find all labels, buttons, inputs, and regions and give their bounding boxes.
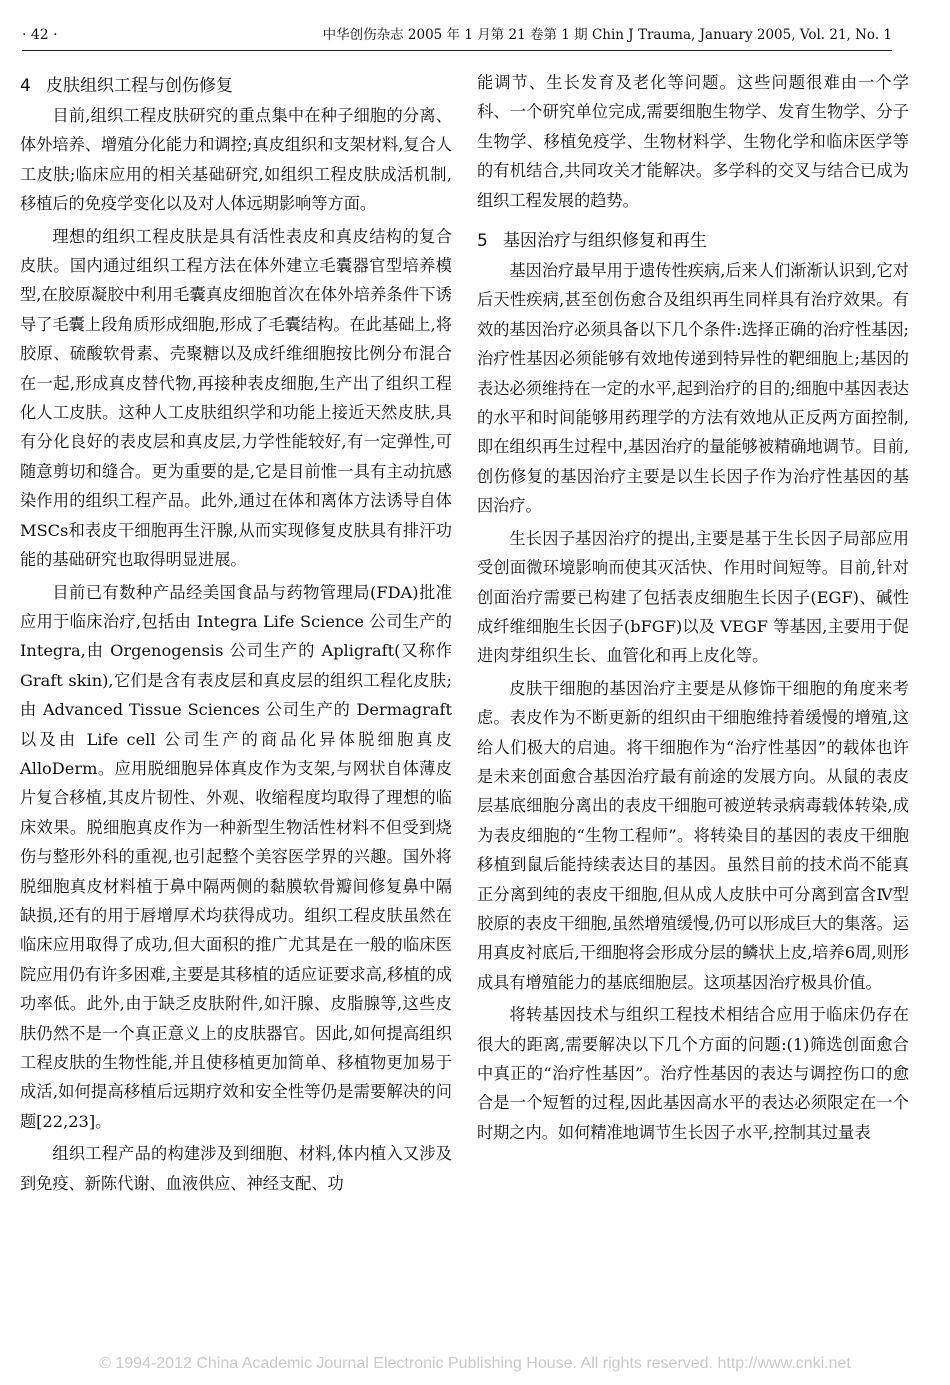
section-number: 4	[20, 76, 31, 96]
paragraph: 将转基因技术与组织工程技术相结合应用于临床仍存在很大的距离,需要解决以下几个方面的问题:(1)筛选创面愈合中真正的“治疗性基因”。治疗性基因的表达与调控伤口的愈合是一个短暂的过程,因此基因高水平的表达必须限定在一个时期之内。如何精准地调节生长因子水平,控制其过量表	[477, 1005, 909, 1142]
paragraph: 理想的组织工程皮肤是具有活性表皮和真皮结构的复合皮肤。国内通过组织工程方法在体外建立毛囊器官型培养模型,在胶原凝胶中利用毛囊真皮细胞首次在体外培养条件下诱导了毛囊上段角质形成细胞,形成了毛囊结构。在此基础上,将胶原、硫酸软骨素、壳聚糖以及成纤维细胞按比例分布混合在一起,形成真皮替代物,再接种表皮细胞,生产出了组织工程化人工皮肤。这种人工皮肤组织学和功能上接近天然皮肤,具有分化良好的表皮层和真皮层,力学性能较好,有一定弹性,可随意剪切和缝合。更为重要的是,它是目前惟一具有主动抗感染作用的组织工程产品。此外,通过在体和离体方法诱导自体MSCs和表皮干细胞再生汗腺,从而实现修复皮肤具有排汗功能的基础研究也取得明显进展。	[20, 226, 452, 570]
paragraph: 基因治疗最早用于遗传性疾病,后来人们渐渐认识到,它对后天性疾病,甚至创伤愈合及组织再生同样具有治疗效果。有效的基因治疗必须具备以下几个条件:选择正确的治疗性基因;治疗性基因必须能够有效地传递到特异性的靶细胞上;基因的表达必须维持在一定的水平,起到治疗的目的;细胞中基因表达的水平和时间能够用药理学的方法有效地从正反两方面控制,即在组织再生过程中,基因治疗的量能够被精确地调节。目前,创伤修复的基因治疗主要是以生长因子作为治疗性基因的基因治疗。	[477, 261, 909, 516]
section-heading-5	[477, 227, 909, 255]
journal-info: 中华创伤杂志 2005 年 1 月第 21 卷第 1 期 Chin J Trauma, January 2005, Vol. 21, No. 1	[322, 27, 892, 43]
section-heading-4	[20, 72, 452, 100]
copyright-footer: © 1994-2012 China Academic Journal Electronic Publishing House. All rights reserved. http://www.cnki.net	[99, 1355, 851, 1372]
paragraph-continued: 能调节、生长发育及老化等问题。这些问题很难由一个学科、一个研究单位完成,需要细胞生物学、发育生物学、分子生物学、移植免疫学、生物材料学、生物化学和临床医学等的有机结合,共同攻关才能解决。多学科的交叉与结合已成为组织工程发展的趋势。	[477, 73, 909, 210]
paragraph: 生长因子基因治疗的提出,主要是基于生长因子局部应用受创面微环境影响而使其灭活快、作用时间短等。目前,针对创面治疗需要已构建了包括表皮细胞生长因子(EGF)、碱性成纤维细胞生长因子(bFGF)以及 VEGF 等基因,主要用于促进肉芽组织生长、血管化和再上皮化等。	[477, 528, 909, 666]
paragraph: 组织工程产品的构建涉及到细胞、材料,体内植入又涉及到免疫、新陈代谢、血液供应、神经支配、功	[20, 1144, 452, 1193]
section-title: 皮肤组织工程与创伤修复	[46, 76, 233, 96]
page-number: · 42 ·	[22, 27, 58, 43]
left-column	[20, 68, 452, 1201]
paragraph: 目前,组织工程皮肤研究的重点集中在种子细胞的分离、体外培养、增殖分化能力和调控;真皮组织和支架材料,复合人工皮肤;临床应用的相关基础研究,如组织工程皮肤成活机制,移植后的免疫学变化以及对人体远期影响等方面。	[20, 106, 452, 214]
section-title: 基因治疗与组织修复和再生	[503, 231, 707, 252]
paragraph: 皮肤干细胞的基因治疗主要是从修饰干细胞的角度来考虑。表皮作为不断更新的组织由干细胞维持着缓慢的增殖,这给人们极大的启迪。将干细胞作为“治疗性基因”的载体也许是未来创面愈合基因治疗最有前途的发展方向。从鼠的表皮层基底细胞分离出的表皮干细胞可被逆转录病毒载体转染,成为表皮细胞的“生物工程师”。将转染目的基因的表皮干细胞移植到鼠后能持续表达目的基因。虽然目前的技术尚不能真正分离到纯的表皮干细胞,但从成人皮肤中可分离到富含Ⅳ型胶原的表皮干细胞,虽然增殖缓慢,仍可以形成巨大的集落。运用真皮衬底后,干细胞将会形成分层的鳞状上皮,培养6周,则形成具有增殖能力的基底细胞层。这项基因治疗极具价值。	[477, 678, 909, 992]
paragraph: 目前已有数种产品经美国食品与药物管理局(FDA)批准应用于临床治疗,包括由 Integra Life Science 公司生产的 Integra,由 Orgenogensis 公司生产的 Apligraft(又称作 Graft skin),它们是含有表皮层和真皮层的组织工程化皮肤;由 Advanced Tissue Sciences 公司生产的 Dermagraft 以及由 Life cell 公司生产的商品化异体脱细胞真皮 AlloDerm。应用脱细胞异体真皮作为支架,与网状自体薄皮片复合移植,其皮片韧性、外观、收缩程度均取得了理想的临床效果。脱细胞真皮作为一种新型生物活性材料不但受到烧伤与整形外科的重视,也引起整个美容医学界的兴趣。国外将脱细胞真皮材料植于鼻中隔两侧的黏膜软骨瓣间修复鼻中隔缺损,还有的用于唇增厚术均获得成功。组织工程皮肤虽然在临床应用取得了成功,但大面积的推广尤其是在一般的临床医院应用仍有许多困难,主要是其移植的适应证要求高,移植的成功率低。此外,由于缺乏皮肤附件,如汗腺、皮脂腺等,这些皮肤仍然不是一个真正意义上的皮肤器官。因此,如何提高组织工程皮肤的生物性能,并且使移植更加简单、移植物更加易于成活,如何提高移植后远期疗效和安全性等仍是需要解决的问题[22,23]。	[20, 582, 452, 1131]
page-header	[22, 24, 892, 51]
right-column	[477, 68, 909, 1150]
section-number: 5	[477, 231, 488, 252]
